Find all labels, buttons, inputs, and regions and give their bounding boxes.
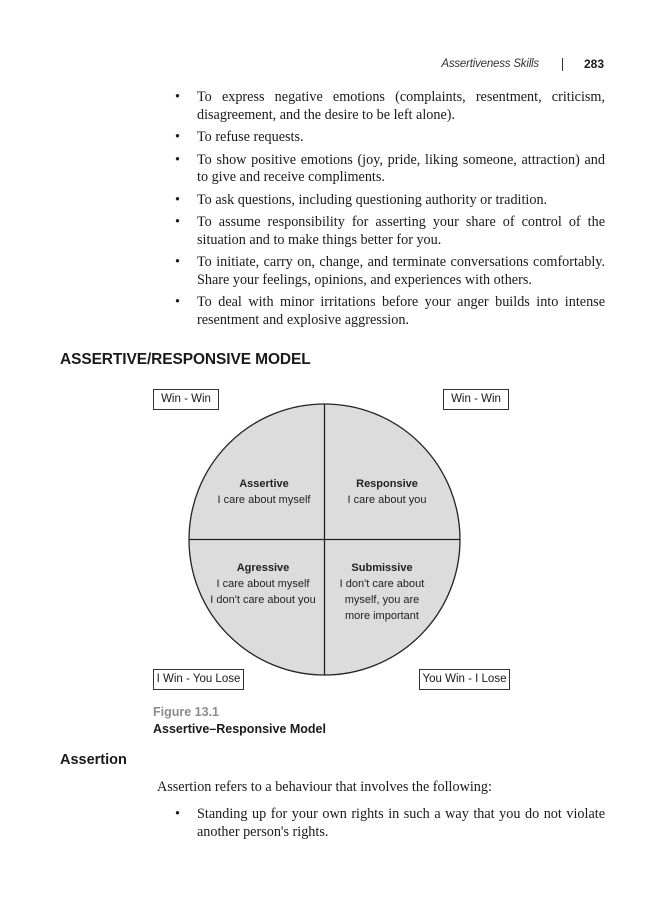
running-head-divider — [562, 58, 563, 71]
bullet-marker: • — [175, 129, 180, 145]
bullet-text: To deal with minor irritations before your anger builds into intense resentment and explosive aggression. — [197, 294, 605, 328]
bullet-text: To ask questions, including questioning authority or tradition. — [197, 191, 548, 208]
top-bullet-list — [175, 89, 605, 334]
quadrant-responsive — [327, 476, 447, 508]
bullet-item — [175, 214, 605, 249]
figure-number: Figure 13.1 — [153, 705, 219, 719]
quadrant-assertive — [204, 476, 324, 508]
quadrant-line: I care about myself — [216, 578, 310, 590]
quadrant-submissive — [327, 560, 437, 624]
quadrant-line: I care about myself — [217, 494, 311, 506]
quadrant-line: myself, you are — [344, 594, 420, 606]
label-i-win-you-lose: I Win - You Lose — [153, 669, 244, 690]
label-win-win-left: Win - Win — [153, 389, 219, 410]
bullet-text: To express negative emotions (complaints, resentment, criticism, disagreement, and the desire to be left alone). — [197, 89, 605, 123]
quadrant-title: Agressive — [236, 562, 290, 574]
quadrant-line: I care about you — [347, 494, 427, 506]
label-you-win-i-lose: You Win - I Lose — [419, 669, 510, 690]
bullet-item — [175, 254, 605, 289]
quadrant-title: Submissive — [351, 562, 413, 574]
assertive-responsive-figure — [150, 385, 515, 695]
bullet-text: Standing up for your own rights in such a way that you do not violate another person's rights. — [197, 806, 605, 840]
figure-title: Assertive–Responsive Model — [153, 722, 326, 736]
page-number: 283 — [583, 57, 604, 71]
quadrant-title: Responsive — [356, 478, 418, 490]
running-head — [441, 57, 604, 71]
bullet-text: To refuse requests. — [197, 129, 304, 145]
quadrant-line: I don't care about — [339, 578, 425, 590]
bullet-item — [175, 806, 605, 841]
bullet-item — [175, 89, 605, 124]
figure-caption — [153, 704, 326, 738]
bullet-item — [175, 129, 605, 147]
bottom-bullet-list — [175, 806, 605, 846]
bullet-marker: • — [175, 806, 180, 822]
label-win-win-right: Win - Win — [443, 389, 509, 410]
bullet-marker: • — [175, 254, 180, 270]
bullet-marker: • — [175, 191, 180, 208]
bullet-text: To assume responsibility for asserting your share of control of the situation and to make things better for you. — [197, 214, 605, 248]
assertion-heading: Assertion — [60, 752, 127, 768]
quadrant-aggressive — [202, 560, 324, 608]
bullet-text: To show positive emotions (joy, pride, liking someone, attraction) and to give and receive compliments. — [197, 151, 605, 185]
bullet-item — [175, 192, 605, 210]
quadrant-title: Assertive — [239, 478, 289, 490]
section-heading: ASSERTIVE/RESPONSIVE MODEL — [60, 351, 311, 368]
quadrant-line: more important — [345, 610, 419, 622]
bullet-text: To initiate, carry on, change, and terminate conversations comfortably. Share your feelings, opinions, and experiences with others. — [197, 254, 605, 288]
bullet-marker: • — [175, 151, 180, 168]
quadrant-line: I don't care about you — [210, 594, 316, 606]
quadrant-circle-diagram — [150, 385, 515, 695]
running-head-title: Assertiveness Skills — [441, 58, 539, 70]
bullet-marker: • — [175, 294, 180, 310]
bullet-item — [175, 294, 605, 329]
bullet-item — [175, 152, 605, 187]
assertion-paragraph: Assertion refers to a behaviour that involves the following: — [157, 779, 492, 795]
bullet-marker: • — [175, 89, 180, 105]
bullet-marker: • — [175, 214, 180, 230]
